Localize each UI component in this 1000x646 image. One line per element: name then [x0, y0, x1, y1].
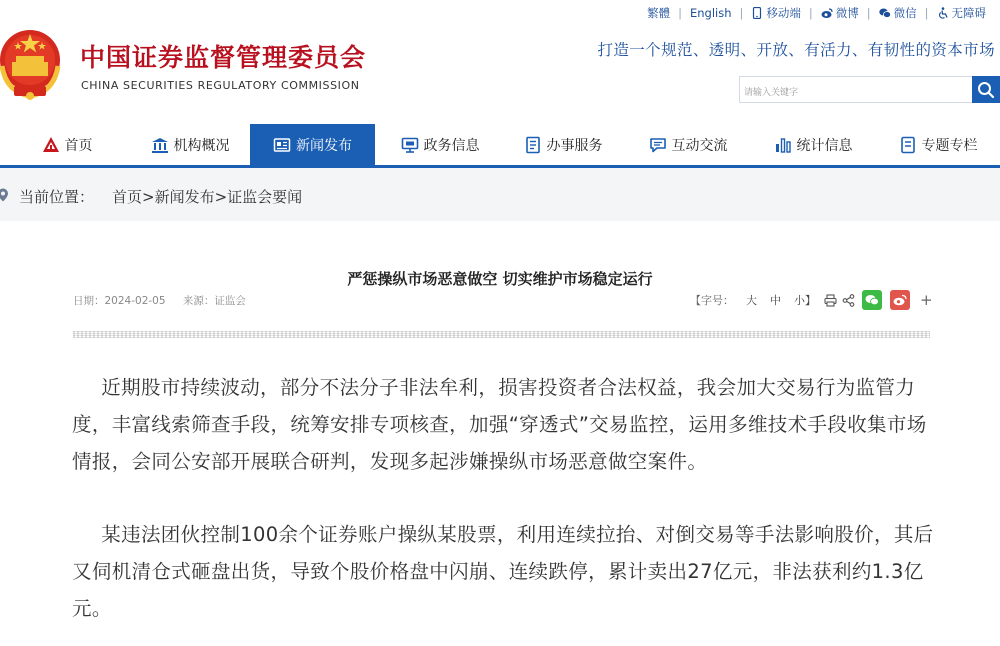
search-input[interactable]: 请输入关键字: [739, 76, 973, 103]
nav-item-services[interactable]: [513, 124, 613, 165]
weibo-link-label: 微博: [835, 6, 859, 20]
separator: |: [739, 6, 744, 20]
monitor-icon: [401, 136, 419, 154]
article-date: 日期：2024-02-05: [73, 295, 166, 307]
wechat-link[interactable]: [879, 5, 917, 21]
accessibility-link[interactable]: [937, 5, 987, 21]
share-wechat-button[interactable]: [862, 290, 882, 310]
font-size-label: 【字号：: [690, 294, 734, 307]
national-emblem-icon: [0, 26, 66, 102]
news-icon: [273, 136, 291, 154]
document-icon: [524, 136, 542, 154]
nav-item-label: 新闻发布: [296, 137, 352, 154]
nav-item-label: 机构概况: [173, 137, 230, 154]
nav-item-label: 统计信息: [796, 137, 853, 154]
article-meta: [73, 293, 260, 308]
list-icon: [899, 136, 917, 154]
accessibility-icon: [937, 7, 949, 19]
top-links: [647, 5, 986, 21]
article-paragraph: 近期股市持续波动，部分不法分子非法牟利，损害投资者合法权益，我会加大交易行为监管力度，丰富线索筛查手段，统筹安排专项核查，加强“穿透式”交易监控，运用多维技术手段收集市场情报，会同公安部开展联合研判，发现多起涉嫌操纵市场恶意做空案件。: [72, 376, 927, 473]
separator: |: [924, 6, 929, 20]
font-size-small[interactable]: 小】: [794, 294, 816, 307]
main-nav: [0, 124, 1000, 168]
weibo-link[interactable]: [821, 5, 859, 21]
share-weibo-button[interactable]: [890, 290, 910, 310]
bar-chart-icon: [774, 136, 792, 154]
nav-item-interaction[interactable]: [638, 124, 738, 165]
mobile-link-label: 移动端: [766, 6, 801, 20]
separator: |: [866, 6, 871, 20]
font-size-large[interactable]: 大: [746, 294, 757, 307]
nav-item-label: 办事服务: [546, 137, 603, 154]
nav-item-label: 政务信息: [423, 137, 480, 154]
traditional-chinese-link[interactable]: 繁體: [647, 6, 671, 20]
nav-item-label: 专题专栏: [921, 137, 978, 154]
csrc-logo-icon: [42, 136, 60, 154]
search-icon: [977, 81, 995, 99]
weibo-icon: [893, 294, 907, 306]
nav-item-statistics[interactable]: [763, 124, 863, 165]
separator: |: [808, 6, 813, 20]
wechat-icon: [865, 294, 879, 306]
wechat-icon: [879, 7, 891, 19]
article-title: 严惩操纵市场恶意做空 切实维护市场稳定运行: [347, 270, 653, 288]
nav-item-topics[interactable]: [888, 124, 988, 165]
nav-item-label: 首页: [64, 137, 93, 154]
breadcrumb-label: 当前位置：: [19, 188, 95, 206]
font-size-medium[interactable]: 中: [770, 294, 781, 307]
breadcrumb: [0, 168, 1000, 221]
print-icon[interactable]: [824, 294, 837, 307]
nav-item-gov-info[interactable]: [390, 124, 490, 165]
site-title-cn[interactable]: 中国证券监督管理委员会: [80, 43, 367, 72]
site-slogan: 打造一个规范、透明、开放、有活力、有韧性的资本市场: [597, 41, 995, 59]
wechat-link-label: 微信: [893, 6, 917, 20]
separator: |: [678, 6, 682, 20]
share-icon[interactable]: [842, 294, 855, 307]
english-link[interactable]: English: [689, 6, 732, 20]
article-tools: [690, 290, 933, 310]
nav-item-about[interactable]: [140, 124, 240, 165]
article-divider: [73, 331, 930, 338]
share-more-button[interactable]: +: [920, 291, 933, 309]
nav-item-label: 互动交流: [671, 137, 728, 154]
weibo-icon: [821, 7, 833, 19]
accessibility-link-label: 无障碍: [951, 6, 986, 20]
site-title-en: CHINA SECURITIES REGULATORY COMMISSION: [81, 79, 360, 92]
chat-icon: [649, 136, 667, 154]
building-icon: [151, 136, 169, 154]
search-button[interactable]: [972, 76, 1000, 103]
breadcrumb-path[interactable]: 首页>新闻发布>证监会要闻: [112, 188, 303, 206]
nav-item-news[interactable]: [250, 124, 375, 165]
location-pin-icon: [0, 188, 9, 202]
site-header: [0, 0, 1000, 124]
nav-item-home[interactable]: [22, 124, 112, 165]
mobile-phone-icon: [751, 7, 763, 19]
article-source: 来源：证监会: [182, 295, 246, 307]
article-paragraph: 某违法团伙控制100余个证券账户操纵某股票，利用连续拉抬、对倒交易等手法影响股价，其后又伺机清仓式砸盘出货，导致个股价格盘中闪崩、连续跌停，累计卖出27亿元，非法获利约1.3亿元。: [72, 523, 934, 620]
mobile-link[interactable]: [751, 5, 801, 21]
